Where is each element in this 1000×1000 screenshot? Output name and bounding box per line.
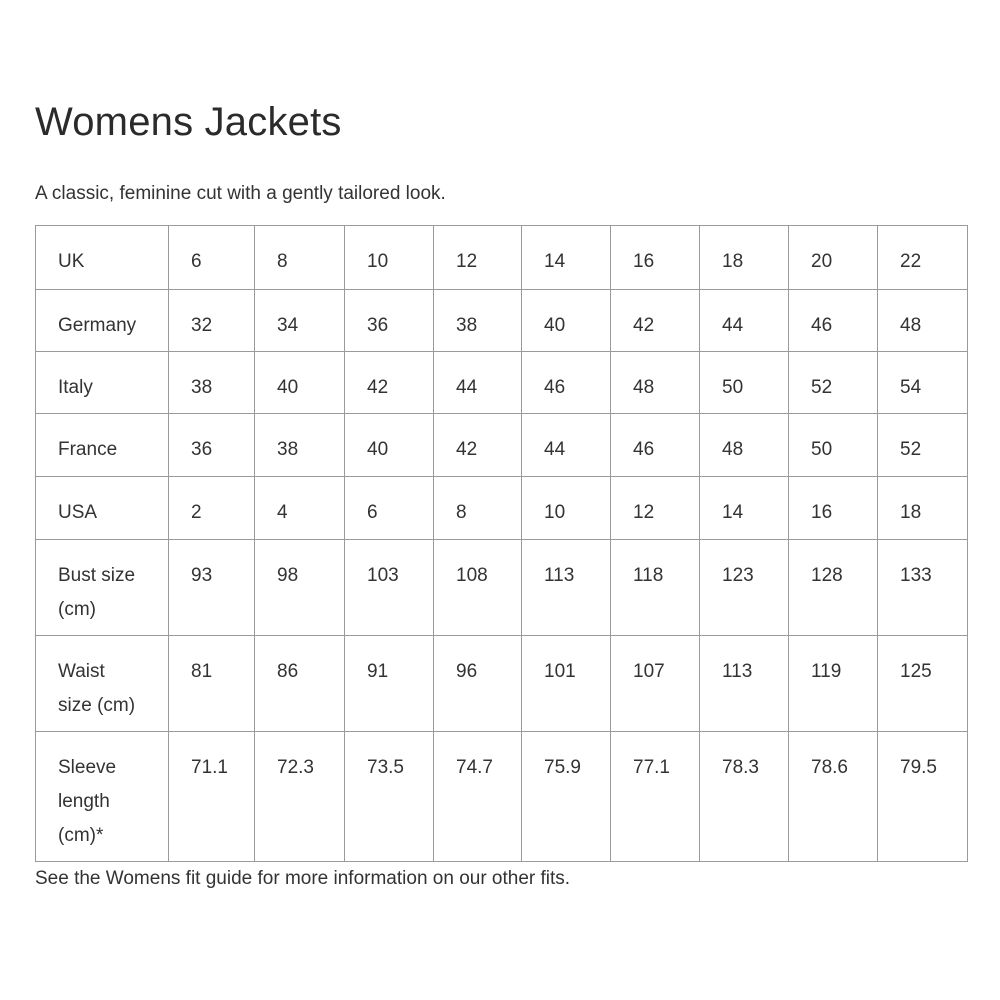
table-cell: 42 [434,414,522,477]
table-cell: 50 [700,352,789,414]
row-label [36,636,169,732]
table-cell: 79.5 [878,732,968,862]
row-label [36,540,169,636]
table-cell: 73.5 [345,732,434,862]
row-label [36,290,169,352]
table-cell: 40 [522,290,611,352]
table-cell: 125 [878,636,968,732]
table-cell: 6 [169,226,255,290]
table-cell: 42 [611,290,700,352]
table-row [36,636,968,732]
table-cell: 40 [255,352,345,414]
table-cell: 119 [789,636,878,732]
row-label [36,477,169,540]
table-cell: 40 [345,414,434,477]
table-cell: 10 [345,226,434,290]
table-cell: 108 [434,540,522,636]
table-cell: 18 [700,226,789,290]
table-cell: 14 [522,226,611,290]
table-cell: 14 [700,477,789,540]
table-cell: 36 [345,290,434,352]
table-cell: 34 [255,290,345,352]
row-label-line: UK [58,251,85,272]
table-cell: 12 [434,226,522,290]
table-cell: 93 [169,540,255,636]
table-row [36,732,968,862]
table-cell: 74.7 [434,732,522,862]
table-cell: 113 [522,540,611,636]
table-cell: 98 [255,540,345,636]
table-cell: 18 [878,477,968,540]
table-cell: 46 [522,352,611,414]
table-cell: 8 [255,226,345,290]
page-subtitle: A classic, feminine cut with a gently tailored look. [35,183,446,204]
table-cell: 38 [434,290,522,352]
page-title: Womens Jackets [35,100,342,144]
table-cell: 48 [878,290,968,352]
table-cell: 113 [700,636,789,732]
table-cell: 86 [255,636,345,732]
row-label-line: Bust size [58,565,136,586]
table-cell: 71.1 [169,732,255,862]
table-cell: 78.3 [700,732,789,862]
row-label [36,414,169,477]
row-label-line: Sleeve [58,757,117,778]
table-cell: 22 [878,226,968,290]
row-label [36,352,169,414]
row-label-line: USA [58,502,98,523]
row-label-line: France [58,439,118,460]
table-row [36,414,968,477]
table-cell: 75.9 [522,732,611,862]
fit-guide-note: See the Womens fit guide for more information on our other fits. [35,868,571,889]
table-cell: 103 [345,540,434,636]
table-cell: 77.1 [611,732,700,862]
table-cell: 16 [789,477,878,540]
table-cell: 10 [522,477,611,540]
row-label-line: Waist [58,661,105,682]
table-cell: 44 [700,290,789,352]
row-label-line: (cm) [58,599,96,620]
table-cell: 8 [434,477,522,540]
table-cell: 4 [255,477,345,540]
table-cell: 96 [434,636,522,732]
table-cell: 81 [169,636,255,732]
table-cell: 107 [611,636,700,732]
table-cell: 101 [522,636,611,732]
row-label-line: (cm)* [58,825,104,846]
table-cell: 78.6 [789,732,878,862]
table-cell: 52 [789,352,878,414]
table-cell: 54 [878,352,968,414]
table-cell: 48 [700,414,789,477]
table-cell: 16 [611,226,700,290]
table-cell: 6 [345,477,434,540]
row-label [36,226,169,290]
size-chart-table [35,225,968,862]
table-cell: 46 [789,290,878,352]
table-cell: 118 [611,540,700,636]
table-cell: 42 [345,352,434,414]
table-cell: 12 [611,477,700,540]
table-cell: 44 [434,352,522,414]
table-row [36,352,968,414]
table-cell: 50 [789,414,878,477]
table-row [36,290,968,352]
table-cell: 44 [522,414,611,477]
table-cell: 128 [789,540,878,636]
table-cell: 72.3 [255,732,345,862]
row-label-line: Germany [58,315,137,336]
row-label [36,732,169,862]
row-label-line: length [58,791,110,812]
table-cell: 52 [878,414,968,477]
table-row [36,540,968,636]
table-cell: 36 [169,414,255,477]
row-label-line: size (cm) [58,695,136,716]
table-cell: 133 [878,540,968,636]
table-cell: 2 [169,477,255,540]
table-cell: 48 [611,352,700,414]
table-cell: 20 [789,226,878,290]
table-cell: 32 [169,290,255,352]
table-cell: 38 [255,414,345,477]
table-row [36,226,968,290]
table-cell: 91 [345,636,434,732]
table-cell: 46 [611,414,700,477]
table-cell: 123 [700,540,789,636]
row-label-line: Italy [58,377,93,398]
table-row [36,477,968,540]
table-cell: 38 [169,352,255,414]
